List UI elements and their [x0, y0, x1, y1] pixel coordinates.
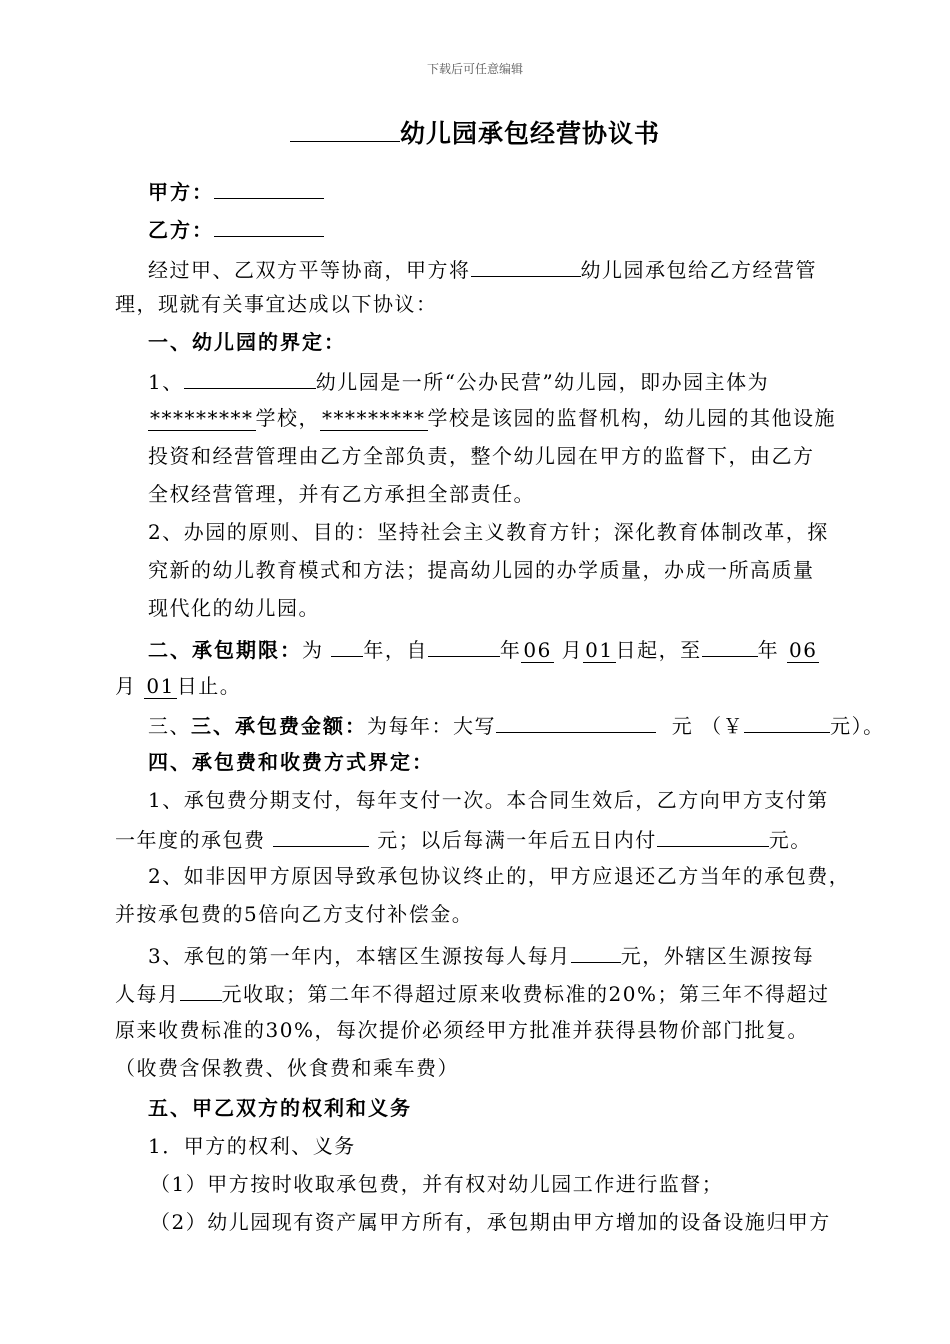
- section-4-heading: 四、承包费和收费方式界定：: [148, 750, 434, 774]
- annual-fee-blank[interactable]: [657, 824, 769, 847]
- school-mask-2: *********: [322, 406, 426, 430]
- section-3-prefix: 三、: [148, 714, 191, 738]
- title-text: 幼儿园承包经营协议书: [399, 119, 660, 148]
- document-title: [0, 114, 950, 150]
- s1-p1-line-4: 全权经营管理，并有乙方承担全部责任。: [148, 482, 535, 506]
- sec3-text-a: 为每年：大写: [367, 714, 496, 738]
- s4-p2-line-1: 2、如非因甲方原因导致承包协议终止的，甲方应退还乙方当年的承包费，: [148, 864, 851, 888]
- school-mask-1: *********: [150, 406, 254, 430]
- sec3-text-c: 元）。: [830, 714, 885, 738]
- s1-p1-l2-text-a: 学校，: [255, 406, 320, 430]
- section-5-heading: 五、甲乙双方的权利和义务: [148, 1096, 412, 1120]
- s4-p3-line-3: 原来收费标准的30%，每次提价必须经甲方批准并获得县物价部门批复。: [115, 1018, 809, 1042]
- s4-p1-l2-text-b: 元；以后每满一年后五日内付: [377, 828, 657, 852]
- party-b-label: 乙方：: [148, 218, 214, 242]
- s1-p2-line-1: 2、办园的原则、目的：坚持社会主义教育方针；深化教育体制改革，探: [148, 520, 829, 544]
- sec2-text-d: 月: [561, 638, 584, 662]
- s1-p1-line-3: 投资和经营管理由乙方全部负责，整个幼儿园在甲方的监督下，由乙方: [148, 444, 815, 468]
- end-day: 01: [146, 674, 175, 698]
- fee-words-blank[interactable]: [496, 710, 656, 733]
- start-day: 01: [585, 638, 614, 662]
- s4-p3-l1-text-a: 3、承包的第一年内，本辖区生源按每人每月: [148, 944, 571, 968]
- sec2-text-a: 为: [302, 638, 324, 662]
- sec2-text-e: 日起，至: [615, 638, 702, 662]
- kindergarten-name-blank[interactable]: [471, 254, 581, 277]
- s1-kindergarten-blank[interactable]: [184, 366, 316, 389]
- first-year-fee-blank[interactable]: [273, 824, 369, 847]
- title-blank[interactable]: [290, 119, 400, 142]
- s4-p3-line-4: （收费含保教费、伙食费和乘车费）: [115, 1056, 459, 1080]
- party-a-line: [148, 176, 893, 206]
- term-years-blank[interactable]: [331, 634, 363, 657]
- party-b-line: [148, 214, 893, 244]
- s1-p1-l2-text-b: 学校是该园的监督机构，幼儿园的其他设施: [427, 406, 836, 430]
- s5-item-1-2: （2）幼儿园现有资产属甲方所有，承包期由甲方增加的设备设施归甲方: [150, 1210, 831, 1234]
- party-a-blank[interactable]: [214, 176, 324, 199]
- s4-p3-l1-text-b: 元，外辖区生源按每: [620, 944, 815, 968]
- s5-item-1: 1．甲方的权利、义务: [148, 1134, 356, 1158]
- s4-p3-l2-text-a: 人每月: [115, 982, 180, 1006]
- start-month: 06: [523, 638, 552, 662]
- end-month: 06: [788, 638, 818, 662]
- s1-p2-line-3: 现代化的幼儿园。: [148, 596, 320, 620]
- s4-p1-line-1: 1、承包费分期支付，每年支付一次。本合同生效后，乙方向甲方支付第: [148, 788, 829, 812]
- sec2-text-c: 年: [499, 638, 522, 662]
- intro-line-1: [148, 254, 893, 284]
- header-note: 下载后可任意编辑: [426, 62, 523, 76]
- s1-p1-text: 幼儿园是一所“公办民营”幼儿园，即办园主体为: [315, 370, 770, 394]
- s1-p2-line-2: 究新的幼儿教育模式和方法；提高幼儿园的办学质量，办成一所高质量: [148, 558, 815, 582]
- section-2-heading: 二、承包期限：: [148, 638, 302, 662]
- s4-p2-line-2: 并按承包费的5倍向乙方支付补偿金。: [115, 902, 474, 926]
- s4-p1-l2-text-a: 一年度的承包费: [115, 828, 266, 852]
- intro-line-2: 理，现就有关事宜达成以下协议：: [115, 292, 438, 316]
- intro-text-a: 经过甲、乙双方平等协商，甲方将: [148, 258, 471, 282]
- s4-p3-line-1: [148, 940, 893, 970]
- local-fee-blank[interactable]: [571, 940, 621, 963]
- outside-fee-blank[interactable]: [180, 978, 222, 1001]
- sec2-text-g: 月: [115, 674, 137, 698]
- s1-p1-line-2: [148, 404, 893, 432]
- start-year-blank[interactable]: [428, 634, 500, 657]
- fee-amount-blank[interactable]: [744, 710, 830, 733]
- s5-item-1-1: （1）甲方按时收取承包费，并有权对幼儿园工作进行监督；: [150, 1172, 724, 1196]
- s4-p3-line-2: [115, 978, 860, 1008]
- section-2-line-2: [115, 672, 860, 700]
- sec2-text-f: 年: [757, 638, 780, 662]
- s1-p1-line-1: [148, 366, 893, 396]
- sec3-text-b: 元 （￥: [671, 714, 745, 738]
- sec2-text-b: 年，自: [363, 638, 428, 662]
- intro-text-b: 幼儿园承包给乙方经营管: [580, 258, 817, 282]
- section-3-heading: 三、承包费金额：: [191, 714, 367, 738]
- s4-p1-line-2: [115, 824, 860, 854]
- section-3-line: [148, 710, 893, 740]
- section-1-heading: 一、幼儿园的界定：: [148, 330, 346, 354]
- s4-p1-l2-text-c: 元。: [768, 828, 812, 852]
- party-a-label: 甲方：: [148, 180, 214, 204]
- end-year-blank[interactable]: [702, 634, 758, 657]
- section-2-line-1: [148, 634, 893, 664]
- sec2-text-h: 日止。: [176, 674, 242, 698]
- s4-p3-l2-text-b: 元收取；第二年不得超过原来收费标准的20%；第三年不得超过: [221, 982, 830, 1006]
- s1-p1-num: 1、: [148, 370, 184, 394]
- party-b-blank[interactable]: [214, 214, 324, 237]
